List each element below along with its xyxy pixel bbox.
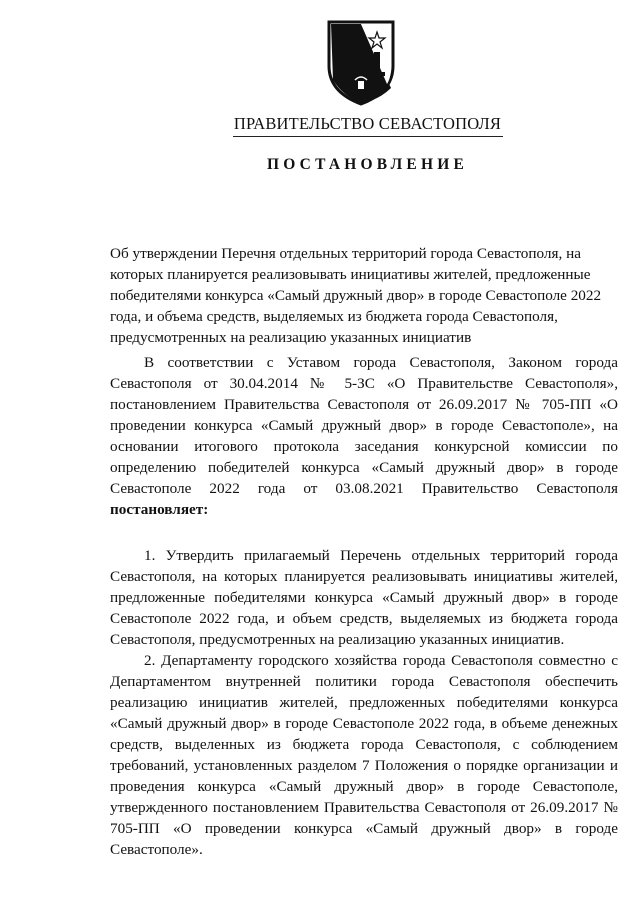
government-name: ПРАВИТЕЛЬСТВО СЕВАСТОПОЛЯ (233, 114, 502, 133)
preamble-paragraph (110, 352, 618, 520)
subject-text: Об утверждении Перечня отдельных территорий города Севастополя, на которых планируется реализовывать инициативы жителей, предложенные победителями конкурса «Самый дружный двор» в городе Севастополе 2022 года, и объема средств, выделяемых из бюджета города Севастополя, предусмотренных на реализацию указанных инициатив (110, 245, 602, 346)
preamble-text: В соответствии с Уставом города Севастополя, Законом города Севастополя от 30.04.2014 № 5-ЗС «О Правительстве Севастополя», постановлением Правительства Севастополя от 26.09.2017 № 705-ПП «О проведении конкурса «Самый дружный двор» в городе Севастополе», на основании итогового протокола заседания конкурсной комиссии по определению победителей конкурса «Самый дружный двор» в городе Севастополе 2022 года от 03.08.2021 Правительство Севастополя (110, 354, 618, 497)
resolution-item-1 (110, 545, 618, 650)
document-type: ПОСТАНОВЛЕНИЕ (266, 156, 469, 173)
item-text: 1. Утвердить прилагаемый Перечень отдельных территорий города Севастополя, на которых планируется реализовывать инициативы жителей, предложенные победителями конкурса «Самый дружный двор» в городе Севастополе 2022 года, и объем средств, выделяемых из бюджета города Севастополя, предусмотренных на реализацию указанных инициатив. (110, 547, 618, 648)
item-text: 2. Департаменту городского хозяйства города Севастополя совместно с Департаментом внутренней политики города Севастополя обеспечить реализацию инициатив жителей, предложенных победителями конкурса «Самый дружный двор» в городе Севастополе 2022 года, в объеме денежных средств, выделенных из бюджета города Севастополя, с соблюдением требований, установленных разделом 7 Положения о порядке организации и проведения конкурса «Самый дружный двор» в городе Севастополе, утвержденного постановлением Правительства Севастополя от 26.09.2017 № 705-ПП «О проведении конкурса «Самый дружный двор» в городе Севастополе». (110, 652, 618, 858)
coat-of-arms-icon (325, 18, 397, 106)
government-underline (233, 136, 503, 137)
preamble (110, 352, 618, 520)
document-subject (110, 243, 618, 348)
resolution-item-2 (110, 650, 618, 860)
resolves-word: постановляет: (110, 501, 209, 518)
